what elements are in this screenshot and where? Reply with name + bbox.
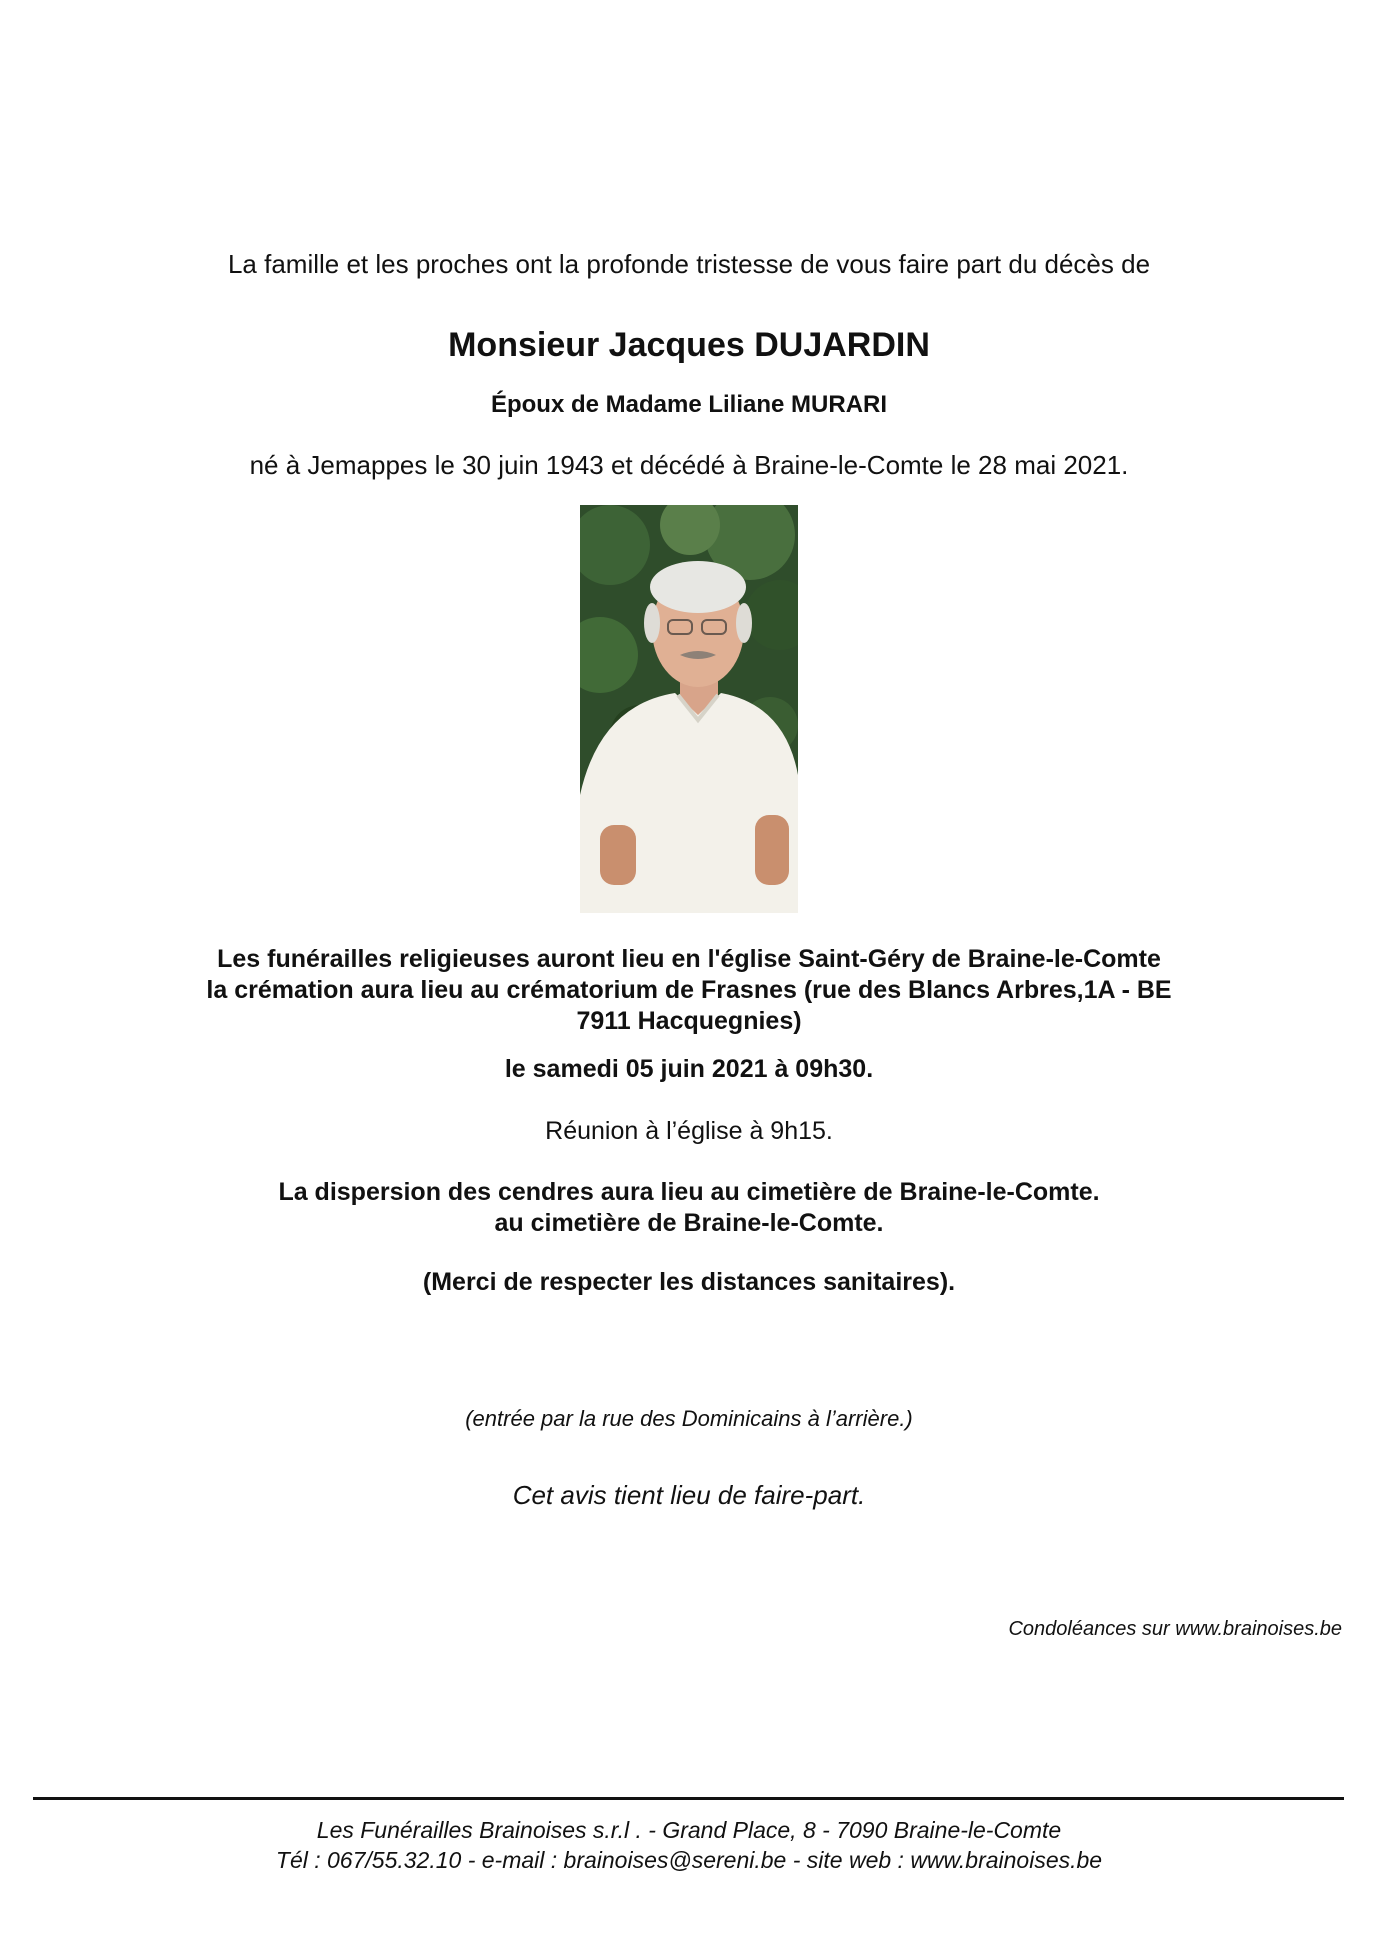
- condolences-link[interactable]: Condoléances sur www.brainoises.be: [1008, 1618, 1342, 1640]
- funeral-line: 7911 Hacquegnies): [576, 1007, 802, 1035]
- footer: [0, 1815, 1378, 1875]
- spouse-text: Époux de Madame Liliane MURARI: [490, 391, 888, 418]
- footer-contact: Tél : 067/55.32.10 - e-mail : brainoises@sereni.be - site web : www.brainoises.be: [275, 1847, 1103, 1873]
- dispersion-details: [0, 1177, 1378, 1239]
- meeting-time: Réunion à l’église à 9h15.: [545, 1117, 833, 1145]
- notice-statement: Cet avis tient lieu de faire-part.: [512, 1480, 866, 1510]
- funeral-details: [0, 944, 1378, 1037]
- dispersion-line: au cimetière de Braine-le-Comte.: [494, 1209, 884, 1237]
- entrance-note: (entrée par la rue des Dominicains à l’arrière.): [465, 1406, 913, 1431]
- deceased-name: Monsieur Jacques DUJARDIN: [448, 326, 930, 364]
- funeral-line: la crémation aura lieu au crématorium de Frasnes (rue des Blancs Arbres,1A - BE: [206, 976, 1172, 1004]
- distancing-note: (Merci de respecter les distances sanitaires).: [422, 1268, 956, 1296]
- portrait-photo: [580, 505, 798, 913]
- footer-divider: [33, 1797, 1344, 1800]
- intro-text: La famille et les proches ont la profonde tristesse de vous faire part du décès de: [227, 249, 1151, 279]
- footer-address: Les Funérailles Brainoises s.r.l . - Grand Place, 8 - 7090 Braine-le-Comte: [316, 1817, 1062, 1843]
- dispersion-line: La dispersion des cendres aura lieu au cimetière de Braine-le-Comte.: [278, 1178, 1100, 1206]
- funeral-line: Les funérailles religieuses auront lieu en l'église Saint-Géry de Braine-le-Comte: [217, 945, 1161, 973]
- birth-death-text: né à Jemappes le 30 juin 1943 et décédé à Braine-le-Comte le 28 mai 2021.: [249, 450, 1129, 480]
- ceremony-date: le samedi 05 juin 2021 à 09h30.: [504, 1055, 874, 1083]
